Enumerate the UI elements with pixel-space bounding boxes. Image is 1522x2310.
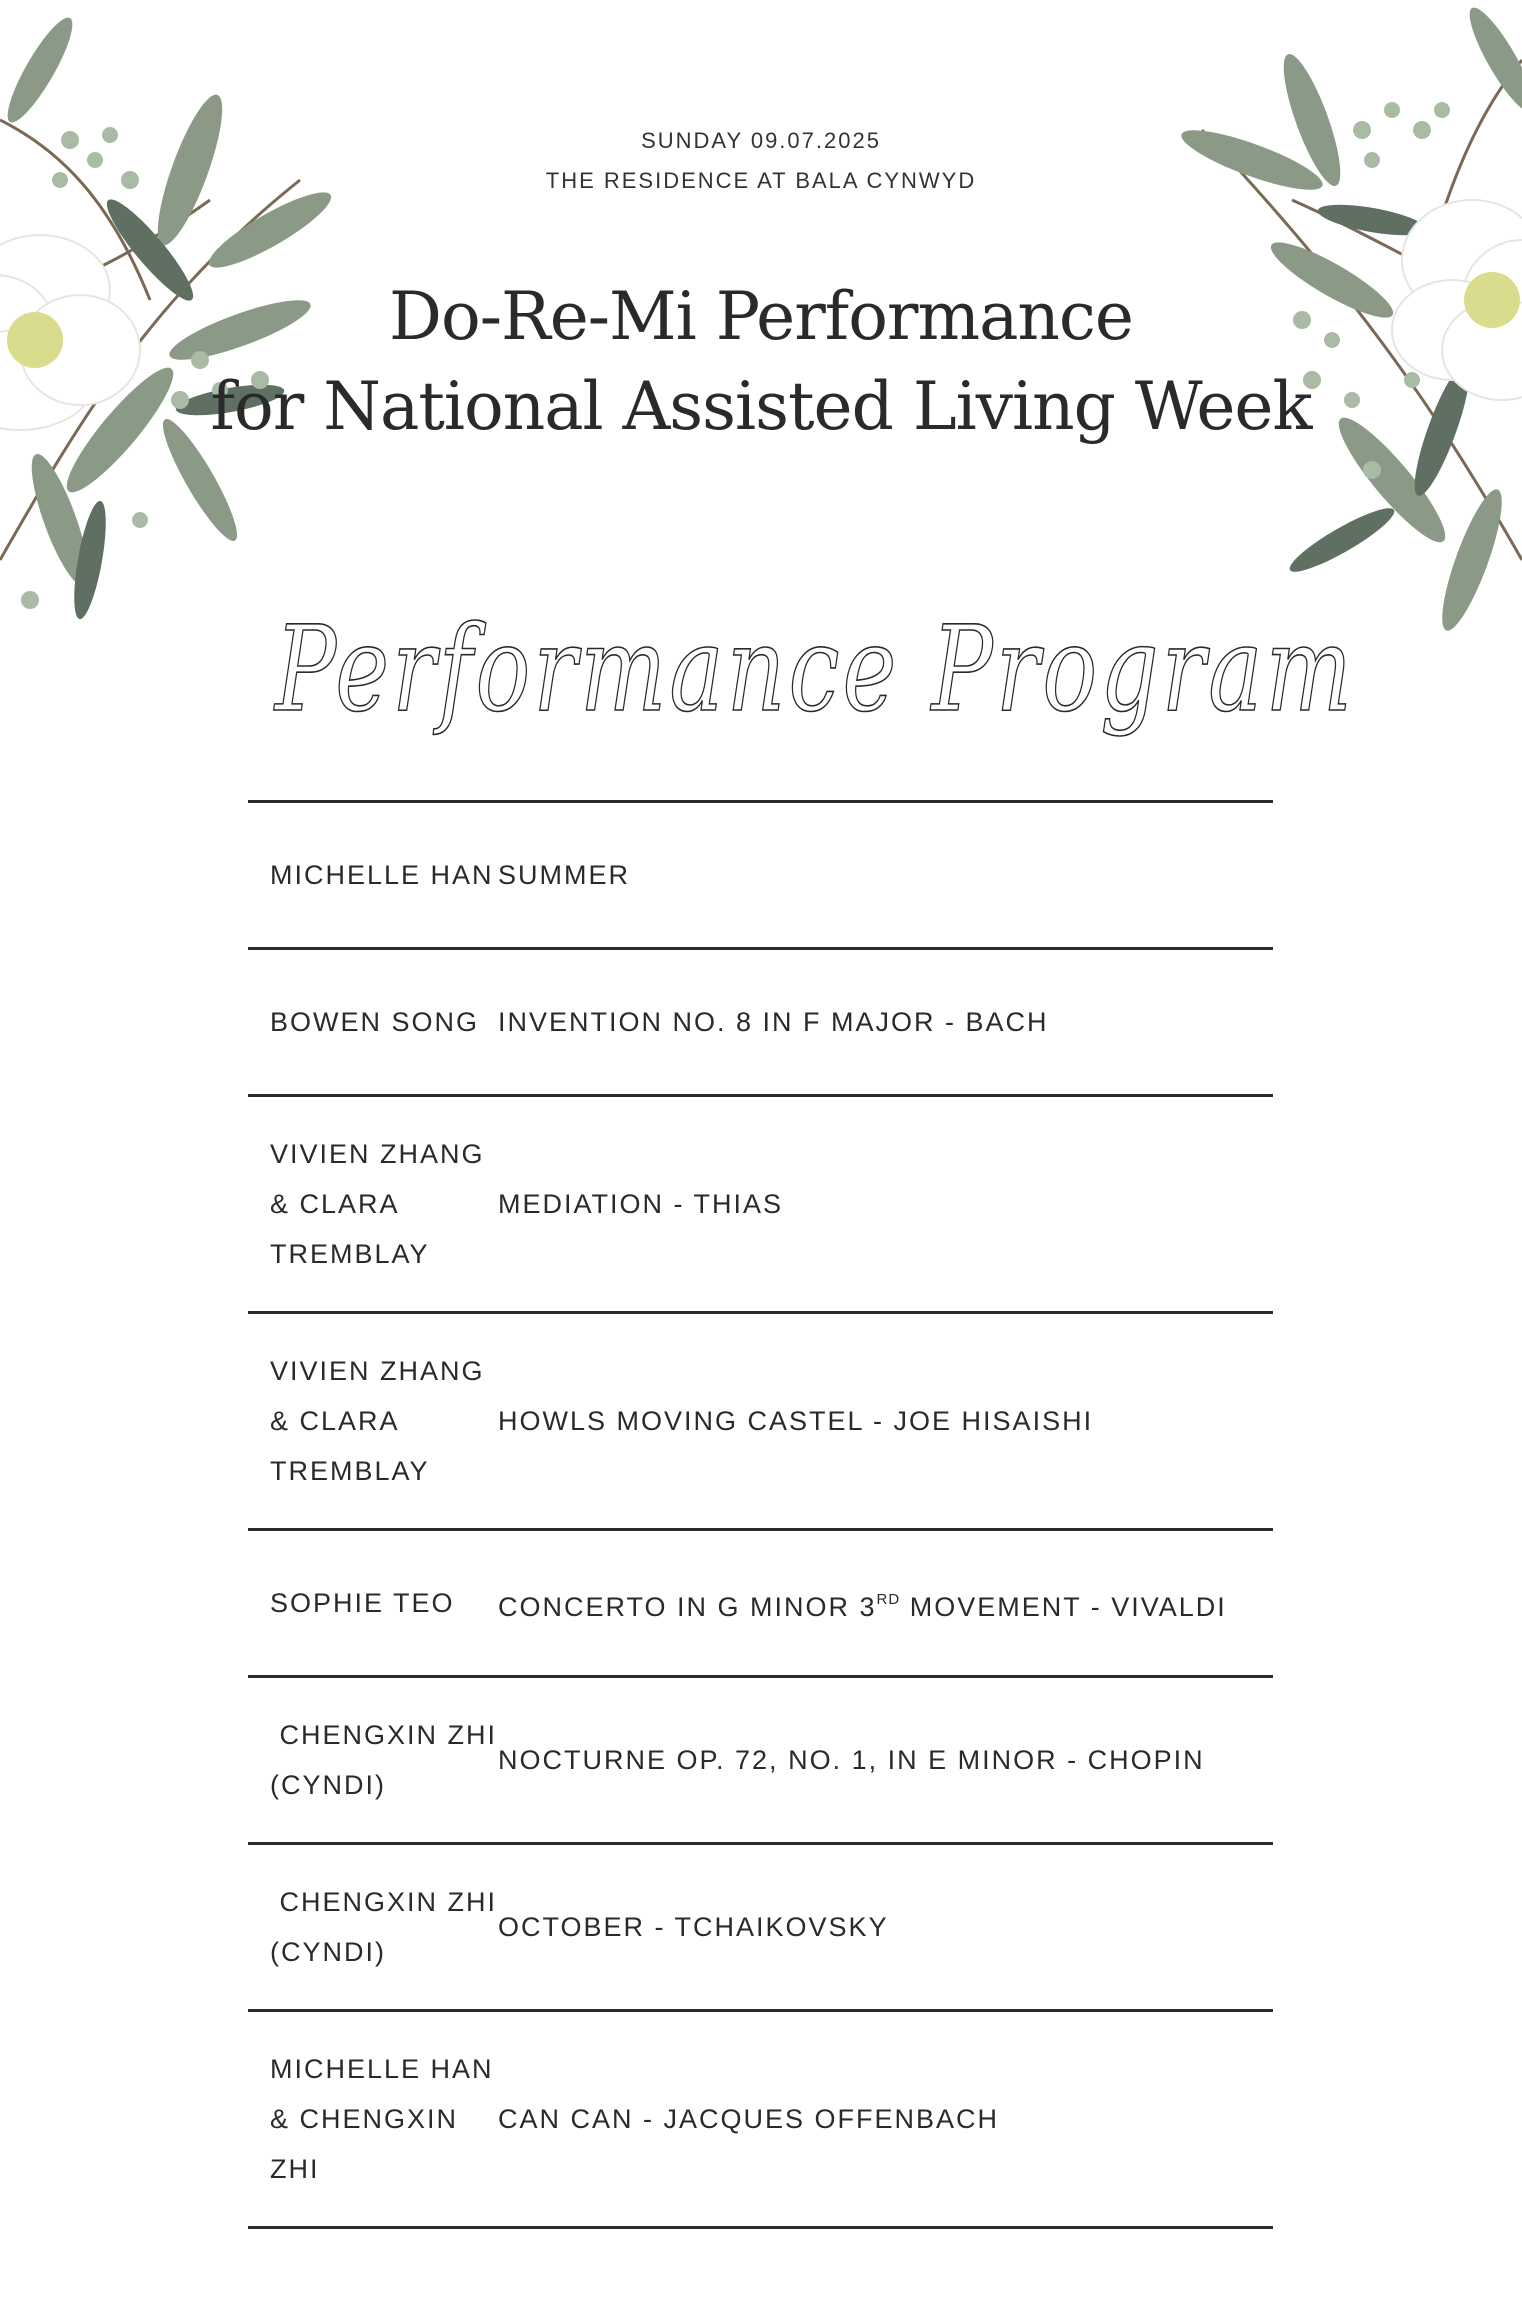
piece-title	[498, 1575, 1273, 1632]
event-date: SUNDAY 09.07.2025	[641, 128, 881, 153]
piece-title: NOCTURNE OP. 72, NO. 1, IN E MINOR - CHOPIN	[498, 1745, 1205, 1775]
event-venue: THE RESIDENCE AT BALA CYNWYD	[545, 168, 977, 193]
script-heading-text: Performance Program	[273, 600, 1356, 738]
program-table	[248, 800, 1273, 2229]
performer-name: CHENGXIN ZHI (CYNDI)	[270, 1720, 507, 1800]
table-row	[248, 1097, 1273, 1314]
performer-name: MICHELLE HAN	[270, 860, 494, 890]
performer-name: MICHELLE HAN & CHENGXIN ZHI	[270, 2054, 494, 2184]
piece-title: MEDIATION - THIAS	[498, 1189, 784, 1219]
table-row	[248, 950, 1273, 1097]
table-row	[248, 1531, 1273, 1678]
piece-title: HOWLS MOVING CASTEL - JOE HISAISHI	[498, 1406, 1094, 1436]
piece-title: OCTOBER - TCHAIKOVSKY	[498, 1912, 889, 1942]
table-row	[248, 1314, 1273, 1531]
piece-title-rest: MOVEMENT - VIVALDI	[900, 1591, 1227, 1622]
performer-name: BOWEN SONG	[270, 1007, 480, 1037]
ordinal-suffix: RD	[876, 1590, 901, 1608]
table-row	[248, 1845, 1273, 2012]
event-title-line2: for National Assisted Living Week	[210, 368, 1312, 445]
performer-name: VIVIEN ZHANG & CLARA TREMBLAY	[270, 1139, 485, 1269]
performer-name: CHENGXIN ZHI (CYNDI)	[270, 1887, 507, 1967]
piece-title: SUMMER	[498, 860, 630, 890]
piece-title: CAN CAN - JACQUES OFFENBACH	[498, 2104, 1000, 2134]
performer-name: SOPHIE TEO	[270, 1588, 455, 1618]
table-row	[248, 1678, 1273, 1845]
script-heading	[250, 570, 1380, 800]
piece-title: INVENTION NO. 8 IN F MAJOR - BACH	[498, 1007, 1049, 1037]
performer-name: VIVIEN ZHANG & CLARA TREMBLAY	[270, 1356, 485, 1486]
piece-title-main: CONCERTO IN G MINOR 3	[498, 1591, 877, 1622]
table-row	[248, 803, 1273, 950]
event-title-line1: Do-Re-Mi Performance	[389, 278, 1133, 355]
table-row	[248, 2012, 1273, 2229]
